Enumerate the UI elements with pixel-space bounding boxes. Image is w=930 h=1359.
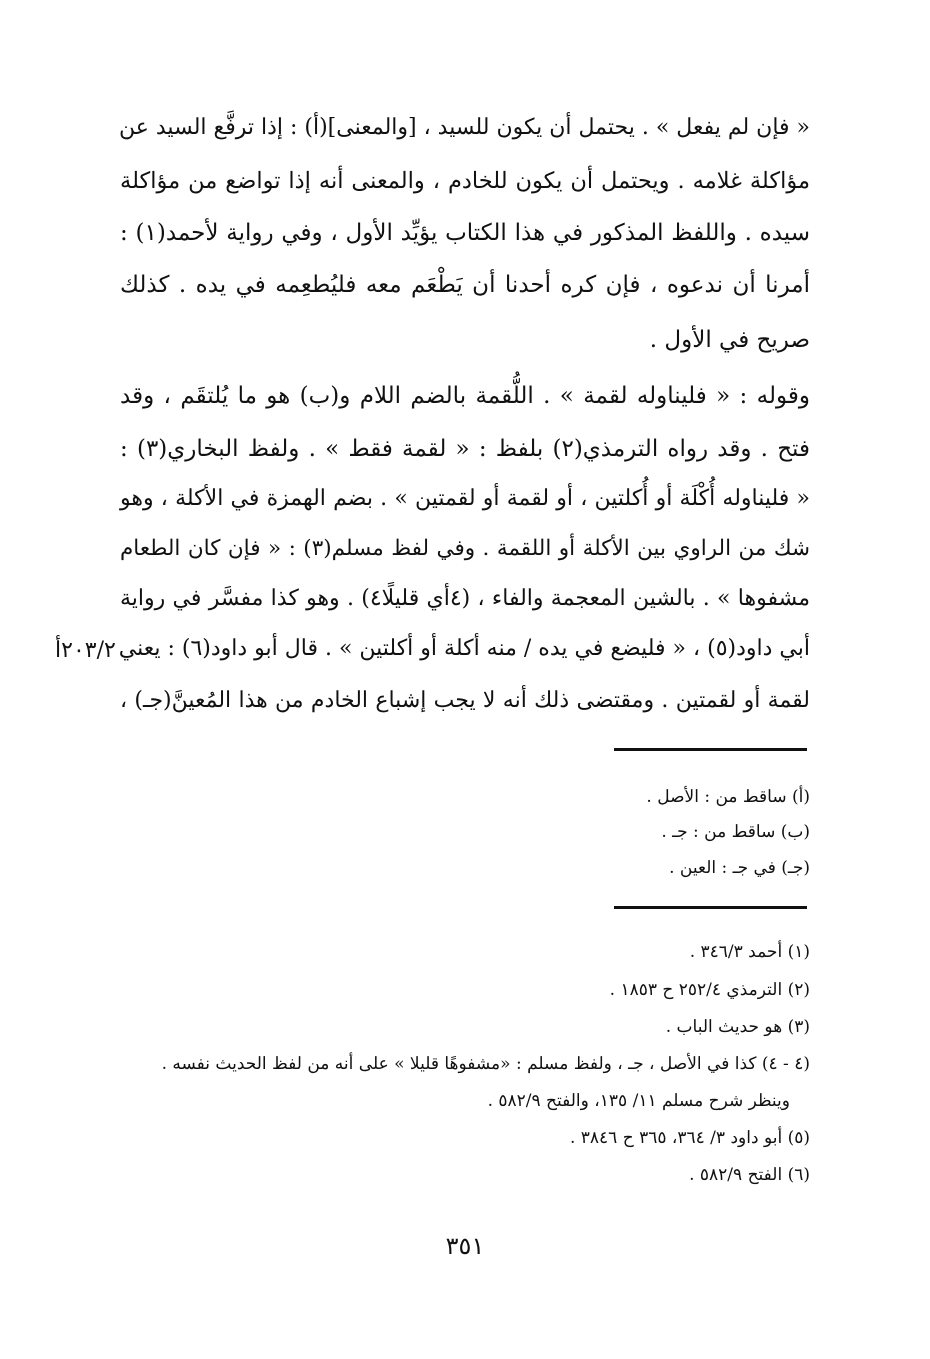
body-line-7: فتح . وقد رواه الترمذي(٢) بلفظ : « لقمة فقط » . ولفظ البخاري(٣) : <box>120 436 810 462</box>
footnote-2: (٢) الترمذي ٢٥٢/٤ ح ١٨٥٣ . <box>609 980 810 1000</box>
margin-manuscript-ref: ٢٠٣/٢أ <box>55 638 116 663</box>
variant-note-1: (أ) ساقط من : الأصل . <box>646 787 810 807</box>
body-line-12: لقمة أو لقمتين . ومقتضى ذلك أنه لا يجب إشباع الخادم من هذا المُعينَّ(جـ) ، <box>120 688 810 713</box>
body-line-3: سيده . واللفظ المذكور في هذا الكتاب يؤيِّد الأول ، وفي رواية لأحمد(١) : <box>120 220 810 246</box>
body-line-8: « فليناوله أُكْلَة أو أُكلتين ، أو لقمة أو لقمتين » . بضم الهمزة في الأكلة ، وهو <box>120 486 810 511</box>
body-line-1: « فإن لم يفعل » . يحتمل أن يكون للسيد ، [والمعنى](أ) : إذا ترفَّع السيد عن <box>119 115 810 140</box>
footnote-5: (٥) أبو داود ٣/ ٣٦٤، ٣٦٥ ح ٣٨٤٦ . <box>569 1128 810 1148</box>
body-line-10: مشفوها » . بالشين المعجمة والفاء ، (٤أي قليلًا٤) . وهو كذا مفسَّر في رواية <box>120 586 810 611</box>
page-number: ٣٥١ <box>445 1232 485 1260</box>
footnotes-divider <box>614 906 807 909</box>
body-line-2: مؤاكلة غلامه . ويحتمل أن يكون للخادم ، والمعنى أنه إذا تواضع من مؤاكلة <box>120 168 810 194</box>
variants-divider <box>614 748 807 751</box>
footnote-3: (٣) هو حديث الباب . <box>665 1017 810 1037</box>
variant-note-2: (ب) ساقط من : جـ . <box>661 822 810 842</box>
footnote-4-continued: وينظر شرح مسلم ١١/ ١٣٥، والفتح ٥٨٢/٩ . <box>487 1091 790 1111</box>
footnote-4: (٤ - ٤) كذا في الأصل ، جـ ، ولفظ مسلم : «مشفوهًا قليلا » على أنه من لفظ الحديث نفسه . <box>161 1054 810 1074</box>
body-line-6: وقوله : « فليناوله لقمة » . اللُّقمة بالضم اللام و(ب) هو ما يُلتقَم ، وقد <box>120 383 810 409</box>
body-line-5: صريح في الأول . <box>649 327 810 353</box>
body-line-11: أبي داود(٥) ، « فليضع في يده / منه أكلة أو أكلتين » . قال أبو داود(٦) : يعني <box>118 636 810 661</box>
footnote-1: (١) أحمد ٣٤٦/٣ . <box>689 942 810 962</box>
body-line-9: شك من الراوي بين الأكلة أو اللقمة . وفي لفظ مسلم(٣) : « فإن كان الطعام <box>120 536 810 561</box>
body-line-4: أمرنا أن ندعوه ، فإن كره أحدنا أن يَطْعَم معه فليُطعِمه في يده . كذلك <box>120 272 810 298</box>
variant-note-3: (جـ) في جـ : العين . <box>669 858 810 878</box>
footnote-6: (٦) الفتح ٥٨٢/٩ . <box>689 1165 810 1185</box>
